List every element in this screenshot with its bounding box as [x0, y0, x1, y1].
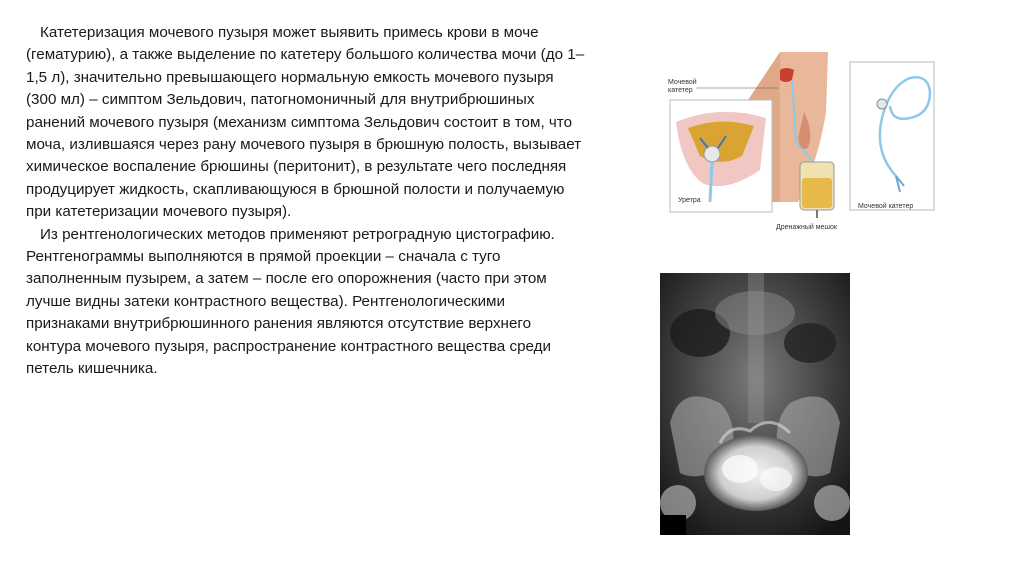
- label-catheter-1: Мочевой: [668, 79, 697, 86]
- label-urethra: Уретра: [678, 197, 701, 204]
- label-catheter-2: катетер: [668, 87, 693, 94]
- label-urinary-catheter: Мочевой катетер: [858, 203, 914, 210]
- body-text: [26, 22, 586, 381]
- paragraph-cystography: Из рентгенологических методов применяют ретроградную цистографию. Рентгенограммы выполняются в прямой проекции – сначала с туго заполненным пузырем, а затем – после его опорожнения (часто при этом лучше видны затеки контрастного вещества). Рентгенологическими признаками внутрибрюшинного ранения являются отсутствие верхнего контура мочевого пузыря, распространение контрастного вещества среди петель кишечника.: [26, 225, 555, 378]
- catheter-product-box: [850, 62, 934, 210]
- label-drain-bag: Дренажный мешок: [776, 224, 837, 231]
- paragraph-zeldovich: Катетеризация мочевого пузыря может выявить примесь крови в моче (гематурию), а также выделение по катетеру большого количества мочи (до 1–1,5 л), значительно превышающего нормальную емкость мочевого пузыря (300 мл) – симптом Зельдович, патогномоничный для внутрибрюшиных ранений мочевого пузыря (механизм симптома Зельдович состоит в том, что моча, излившаяся через рану мочевого пузыря в брюшную полость, вызывает химическое воспаление брюшины (перитонит), в результате чего последняя продуцирует жидкость, скапливающуюся в брюшной полости и получаемую при катетеризации мочевого пузыря).: [26, 24, 585, 221]
- catheter-balloon: [704, 146, 720, 162]
- cystogram-xray: [660, 273, 850, 535]
- bladder-small: [780, 68, 794, 82]
- catheter-illustration: [668, 52, 938, 234]
- spine: [748, 273, 764, 423]
